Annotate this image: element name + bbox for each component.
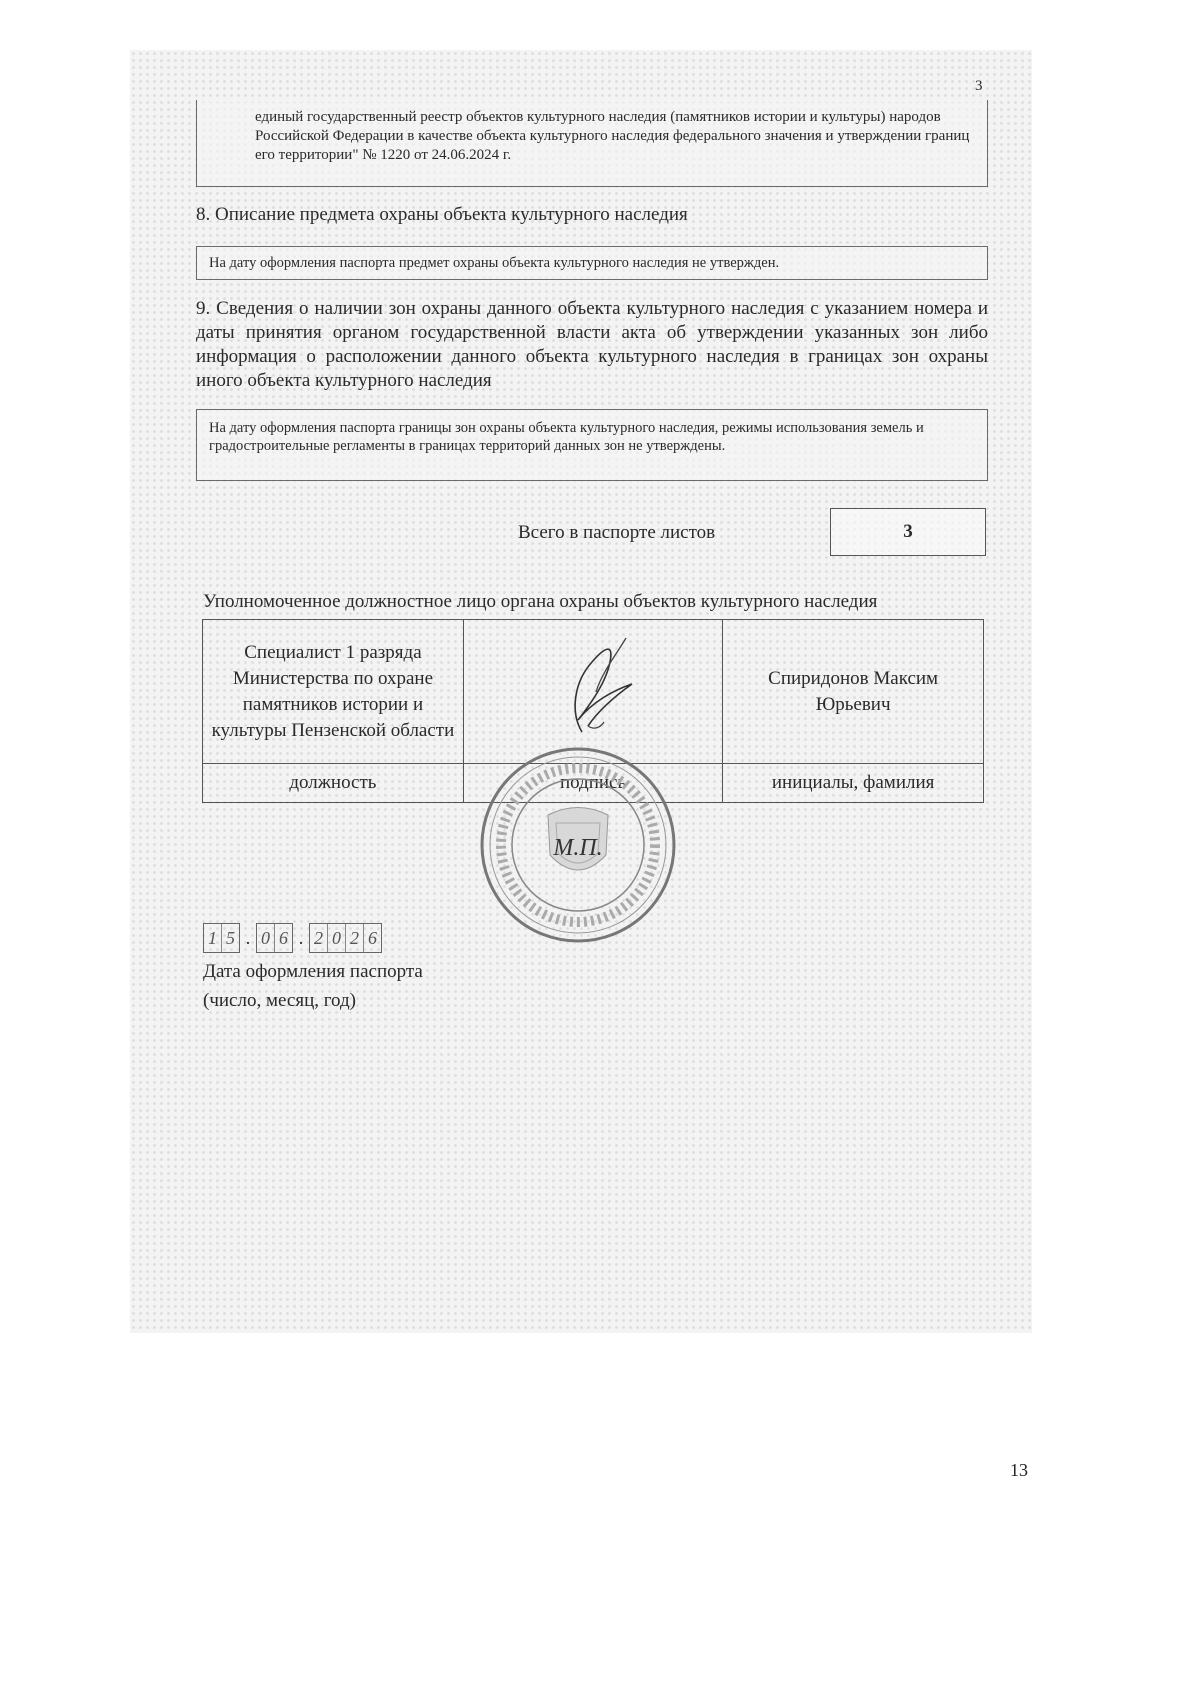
date-separator: . (298, 927, 304, 948)
date-digit: 6 (368, 927, 377, 948)
date-digit: 1 (204, 924, 222, 952)
date-label-line1: Дата оформления паспорта (203, 961, 423, 982)
name-label: инициалы, фамилия (723, 764, 984, 803)
total-sheets-label: Всего в паспорте листов (518, 522, 716, 543)
section-8-heading: 8. Описание предмета охраны объекта культурного наследия (196, 204, 688, 225)
date-digit: 0 (257, 924, 275, 952)
signature-label: подпись (463, 764, 722, 803)
section-9-box (196, 409, 988, 481)
date-month (256, 923, 293, 953)
date-label-line2: (число, месяц, год) (203, 990, 357, 1011)
position-text: Специалист 1 разряда Министерства по охране памятников истории и культуры Пензенской области (211, 641, 455, 741)
position-label: должность (203, 764, 464, 803)
page-number: 13 (1010, 1460, 1028, 1480)
date-digit: 0 (328, 924, 346, 952)
date-label (203, 957, 423, 1015)
date-digit: 5 (226, 927, 235, 948)
date-day (203, 923, 240, 953)
authorized-person-heading: Уполномоченное должностное лицо органа охраны объектов культурного наследия (203, 591, 878, 612)
name-cell (723, 620, 984, 764)
position-cell (203, 620, 464, 764)
section-8-box (196, 246, 988, 280)
official-seal (478, 745, 678, 945)
date-row (203, 923, 382, 953)
handwritten-signature (552, 632, 662, 742)
total-sheets-value: 3 (830, 508, 986, 556)
registry-text-box (196, 100, 988, 187)
date-separator: . (245, 927, 251, 948)
name-text: Спиридонов Максим Юрьевич (768, 667, 939, 715)
registry-text: единый государственный реестр объектов культурного наследия (памятников истории и культуры) народов Российской Федерации в качестве объекта культурного наследия федерального значения и утверждении границ его территории" № 1220 от 24.06.2024 г. (255, 109, 970, 163)
section-9-text: На дату оформления паспорта границы зон охраны объекта культурного наследия, режимы использования земель и градостроительные регламенты в границах территорий данных зон не утверждены. (209, 420, 924, 454)
section-8-text: На дату оформления паспорта предмет охраны объекта культурного наследия не утвержден. (209, 255, 780, 271)
date-digit: 6 (279, 927, 288, 948)
stamp-mp-label: М.П. (553, 835, 603, 861)
date-digit: 2 (346, 924, 364, 952)
sheet-number: 3 (975, 78, 983, 94)
date-digit: 2 (310, 924, 328, 952)
section-9-heading: 9. Сведения о наличии зон охраны данного объекта культурного наследия с указанием номера и даты принятия органом государственной власти акта об утверждении указанных зон либо информация о расположении данного объекта культурного наследия в границах зон охраны иного объекта культурного наследия (196, 298, 988, 391)
date-year (309, 923, 382, 953)
